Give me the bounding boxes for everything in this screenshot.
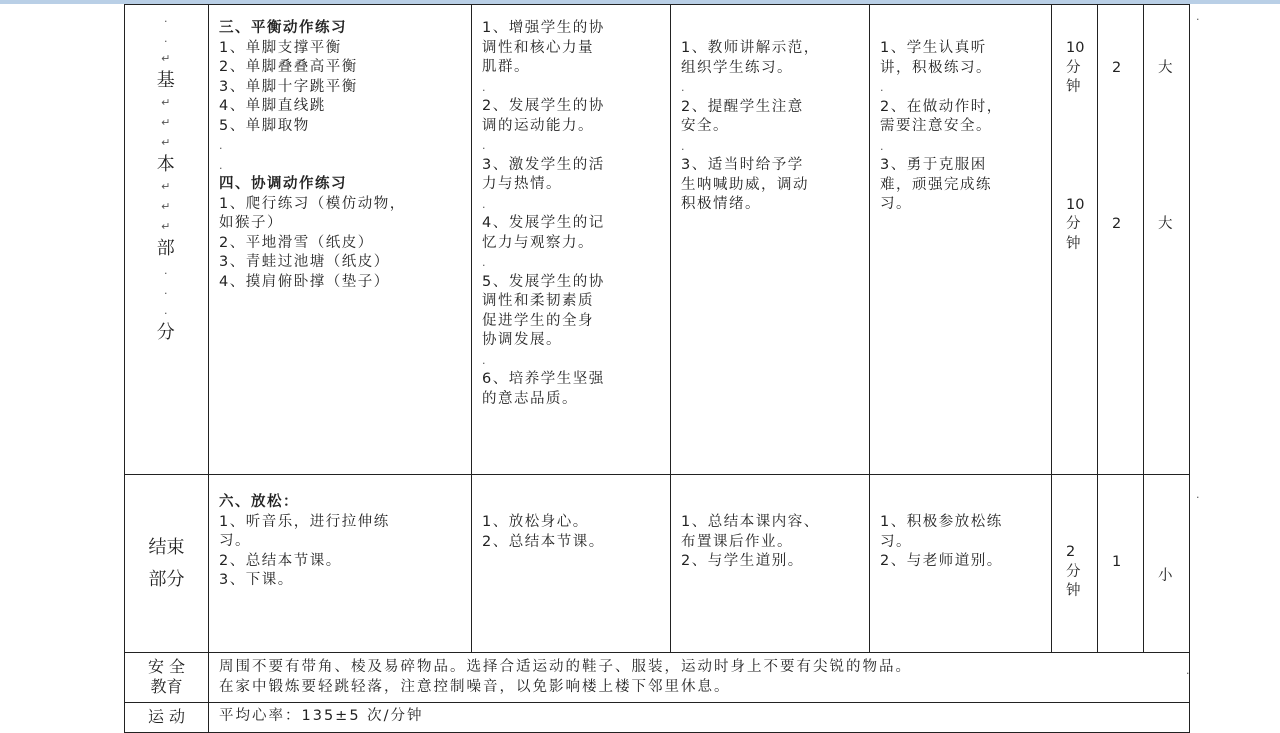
ending-goals-cell (472, 475, 671, 653)
student-line: 3、勇于克服困 (880, 157, 987, 173)
lesson-plan-table (124, 4, 1190, 733)
goal-line: 调性和柔韧素质 (482, 293, 594, 309)
section-char: 基 (156, 70, 177, 91)
goal-line: 肌群。 (482, 59, 530, 75)
time-unit: 钟 (1066, 583, 1081, 599)
balance-title: 三、平衡动作练习 (219, 20, 347, 36)
time-unit: 分 (1066, 563, 1081, 580)
load-row (125, 703, 1190, 733)
student-line: 1、学生认真听 (880, 40, 987, 56)
teacher-line: 2、与学生道别。 (681, 553, 804, 569)
list-item: 2、总结本节课。 (219, 552, 342, 569)
goal-line: 1、放松身心。 (482, 514, 589, 530)
section-label-line: 结束 (148, 536, 185, 558)
basic-count-cell (1098, 5, 1144, 475)
ending-count-cell (1098, 475, 1144, 653)
goal-line: 2、发展学生的协 (482, 98, 605, 114)
teacher-line: 组织学生练习。 (681, 59, 793, 76)
list-item: 如猴子） (219, 215, 283, 231)
goal-line: 协调发展。 (482, 332, 562, 348)
count-value: 1 (1112, 554, 1122, 570)
list-item: 4、摸肩俯卧撑（垫子） (219, 273, 390, 290)
list-item: 1、听音乐，进行拉伸练 (219, 513, 390, 530)
list-item: 2、平地滑雪（纸皮） (219, 234, 374, 251)
ending-teacher-cell (671, 475, 870, 653)
student-line: 2、在做动作时， (880, 98, 1003, 115)
count-value: 2 (1112, 215, 1122, 232)
student-line: 习。 (880, 533, 912, 550)
safety-label (125, 653, 209, 703)
goal-line: 促进学生的全身 (482, 312, 594, 329)
time-unit: 钟 (1066, 79, 1081, 95)
ending-part-row (125, 475, 1190, 653)
safety-row (125, 653, 1190, 703)
list-item: 3、单脚十字跳平衡 (219, 78, 358, 95)
goal-line: 2、总结本节课。 (482, 533, 605, 550)
goal-line: 4、发展学生的记 (482, 215, 605, 231)
ending-section-label (125, 475, 209, 653)
basic-part-row (125, 5, 1190, 475)
count-value: 2 (1112, 60, 1122, 76)
basic-intensity-cell (1144, 5, 1190, 475)
load-label: 运 动 (125, 703, 209, 733)
list-item: 3、下课。 (219, 572, 294, 588)
teacher-line: 3、适当时给予学 (681, 157, 804, 173)
intensity-value: 大 (1158, 60, 1173, 76)
teacher-line: 安全。 (681, 118, 729, 134)
student-line: 需要注意安全。 (880, 118, 992, 134)
goal-line: 的意志品质。 (482, 390, 578, 407)
teacher-line: 1、总结本课内容、 (681, 514, 820, 530)
basic-teacher-cell: 1、教师讲解示范， 组织学生练习。 . 2、提醒学生注意 安全。 . 3、适当时给予学 生呐喊助威，调动 积极情绪。 (671, 5, 870, 475)
goal-line: 6、培养学生坚强 (482, 371, 605, 387)
section-label-line: 部分 (148, 568, 185, 590)
safety-text: 周围不要有带角、棱及易碎物品。选择合适运动的鞋子、服装，运动时身上不要有尖锐的物品。 (219, 659, 912, 675)
time-unit: 分 (1066, 59, 1081, 76)
goal-line: 5、发展学生的协 (482, 273, 605, 290)
goal-line: 忆力与观察力。 (482, 234, 594, 251)
goal-line: 调性和核心力量 (482, 39, 594, 56)
student-line: 1、积极参放松练 (880, 514, 1003, 530)
list-item: 1、单脚支撑平衡 (219, 39, 342, 56)
ending-time-cell (1052, 475, 1098, 653)
ending-intensity-cell (1144, 475, 1190, 653)
safety-text: 在家中锻炼要轻跳轻落，注意控制噪音，以免影响楼上楼下邻里休息。 (219, 679, 731, 695)
time-value: 2 (1066, 544, 1076, 560)
teacher-line: 1、教师讲解示范， (681, 40, 820, 56)
section-char: 分 (156, 322, 177, 343)
list-item: 4、单脚直线跳 (219, 98, 326, 114)
goal-line: 调的运动能力。 (482, 117, 594, 134)
time-value: 10 (1066, 40, 1085, 56)
relax-title: 六、放松： (219, 494, 299, 510)
list-item: 5、单脚取物 (219, 117, 310, 134)
time-value: 10 (1066, 196, 1085, 213)
goal-line: 力与热情。 (482, 176, 562, 192)
coord-title: 四、协调动作练习 (219, 176, 347, 192)
ending-student-cell (870, 475, 1052, 653)
goal-line: 3、激发学生的活 (482, 156, 605, 173)
teacher-line: 积极情绪。 (681, 196, 761, 212)
basic-time-cell (1052, 5, 1098, 475)
document-page: . . ↵ 基 ↵ ↵ ↵ 本 ↵ ↵ ↵ 部 . . . 分 三、平衡动作练习 1、单脚支撑平衡 2、单脚叠叠高平衡 3、单脚十字跳平衡 4、单脚直线跳 5、单脚取物 . . 四、协调动作练习 1、爬行练习（模仿动物， 如猴子） 2、平地滑雪（纸皮） 3、青蛙过池塘（纸皮） 4、摸肩俯卧撑（垫子） 1、增强学生的协 调性和核心力量 肌群。 . 2、发展学生的协 调的运动能力。 . 3、激发学生的活 力与热情。 . 4、发展学生的记 忆力与观察力。 . 5、发展学生的协 调性和柔韧素质 促进学生的全身 协调发展。 . 6、培养学生坚强 的意志品质。 1、教师讲解示范， 组织学生练习。 . 2、提醒学生注意 安全。 . 3、适当时给予学 生呐喊助威，调动 积极情绪。 1、学生认真听 讲，积极练习。 . 2、在做动作时， 需要注意安全。 . 3、勇于克服困 难，顽强完成练 习。 10 分 钟 10 分 钟 2 2 大 大 结束 部分 六、放松： 1、听音乐，进行拉伸练 习。 2、总结本节课。 3、下课。 1、放松身心。 2、总结本节课。 1、总结本课内容、 布置课后作业。 2、与学生道别。 1、积极参放松练 习。 2、与老师道别。 2 分 钟 1 小 安 全 教育 周围不要有带角、棱及易碎物品。选择合适运动的鞋子、服装，运动时身上不要有尖锐的物品。 在家中锻炼要轻跳轻落，注意控制噪音，以免影响楼上楼下邻里休息。 运 动 平均心率：135±5 次/分钟 . . . (0, 4, 1280, 720)
intensity-value: 大 (1158, 215, 1173, 232)
load-text-cell (209, 703, 1190, 733)
ending-content-cell (209, 475, 472, 653)
basic-student-cell: 1、学生认真听 讲，积极练习。 . 2、在做动作时， 需要注意安全。 . 3、勇于克服困 难，顽强完成练 习。 (870, 5, 1052, 475)
section-char: 本 (156, 154, 177, 175)
list-item: 1、爬行练习（模仿动物， (219, 195, 406, 212)
section-char: 部 (156, 238, 177, 259)
student-line: 2、与老师道别。 (880, 553, 1003, 569)
time-unit: 钟 (1066, 235, 1081, 252)
student-line: 难，顽强完成练 (880, 176, 992, 193)
list-item: 2、单脚叠叠高平衡 (219, 59, 358, 75)
safety-label-line: 安 全 (147, 657, 186, 676)
student-line: 习。 (880, 196, 912, 212)
safety-label-line: 教育 (150, 677, 183, 696)
student-line: 讲，积极练习。 (880, 59, 992, 76)
list-item: 3、青蛙过池塘（纸皮） (219, 254, 390, 270)
basic-goals-cell: 1、增强学生的协 调性和核心力量 肌群。 . 2、发展学生的协 调的运动能力。 . 3、激发学生的活 力与热情。 . 4、发展学生的记 忆力与观察力。 . 5、发展学生的协 调性和柔韧素质 促进学生的全身 协调发展。 . 6、培养学生坚强 的意志品质。 (472, 5, 671, 475)
intensity-value: 小 (1158, 568, 1173, 584)
time-unit: 分 (1066, 216, 1081, 232)
teacher-line: 2、提醒学生注意 (681, 98, 804, 115)
goal-line: 1、增强学生的协 (482, 20, 605, 36)
load-text: 平均心率：135±5 次/分钟 (219, 708, 424, 724)
list-item: 习。 (219, 533, 251, 549)
basic-content-cell: 三、平衡动作练习 1、单脚支撑平衡 2、单脚叠叠高平衡 3、单脚十字跳平衡 4、单脚直线跳 5、单脚取物 . . 四、协调动作练习 1、爬行练习（模仿动物， 如猴子） 2、平地滑雪（纸皮） 3、青蛙过池塘（纸皮） 4、摸肩俯卧撑（垫子） (209, 5, 472, 475)
teacher-line: 布置课后作业。 (681, 533, 793, 550)
safety-text-cell (209, 653, 1190, 703)
basic-section-label: . . ↵ 基 ↵ ↵ ↵ 本 ↵ ↵ ↵ 部 . . . 分 (125, 5, 209, 475)
teacher-line: 生呐喊助威，调动 (681, 176, 809, 193)
